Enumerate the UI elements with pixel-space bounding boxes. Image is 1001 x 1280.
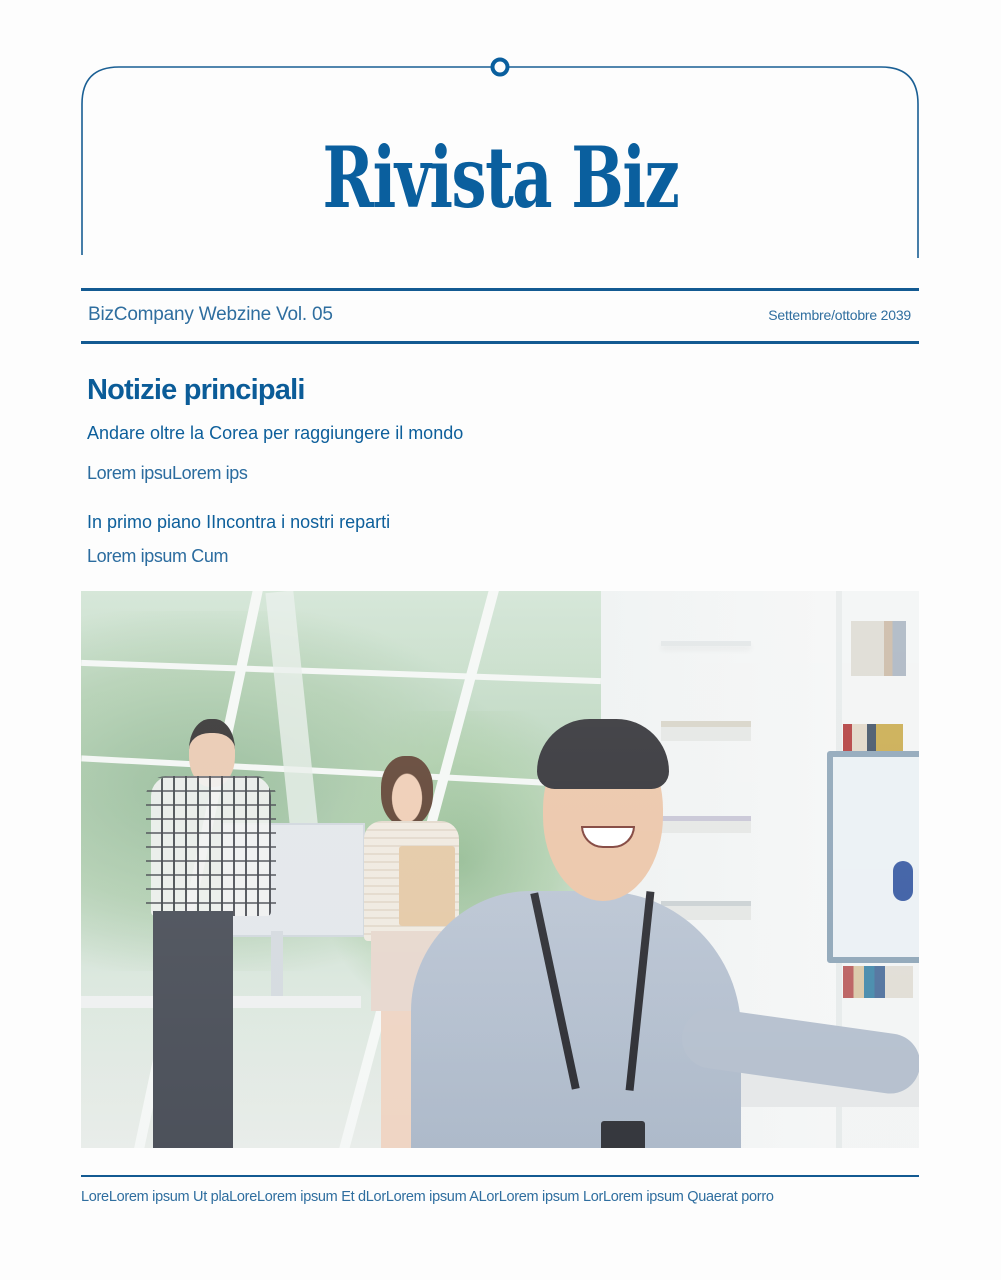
issue-date: Settembre/ottobre 2039 [768,307,911,323]
cover-photo [81,591,919,1148]
headline-item: In primo piano IIncontra i nostri reparti [87,512,391,532]
publication-name: BizCompany Webzine Vol. 05 [88,304,333,325]
magazine-title: Rivista Biz [322,128,679,227]
headline-subtext: Lorem ipsuLorem ips [87,463,248,483]
section-heading: Notizie principali [87,374,305,406]
header-rule-bottom [81,341,919,344]
headline-item: Andare oltre la Corea per raggiungere il mondo [87,423,464,443]
footer-rule [81,1175,919,1177]
header-rule-top [81,288,919,291]
headline-subtext: Lorem ipsum Cum [87,546,229,566]
footer-text: LoreLorem ipsum Ut plaLoreLorem ipsum Et dLorLorem ipsum ALorLorem ipsum LorLorem ipsum Quaerat porro [81,1189,774,1205]
ring-ornament-icon [493,60,508,75]
